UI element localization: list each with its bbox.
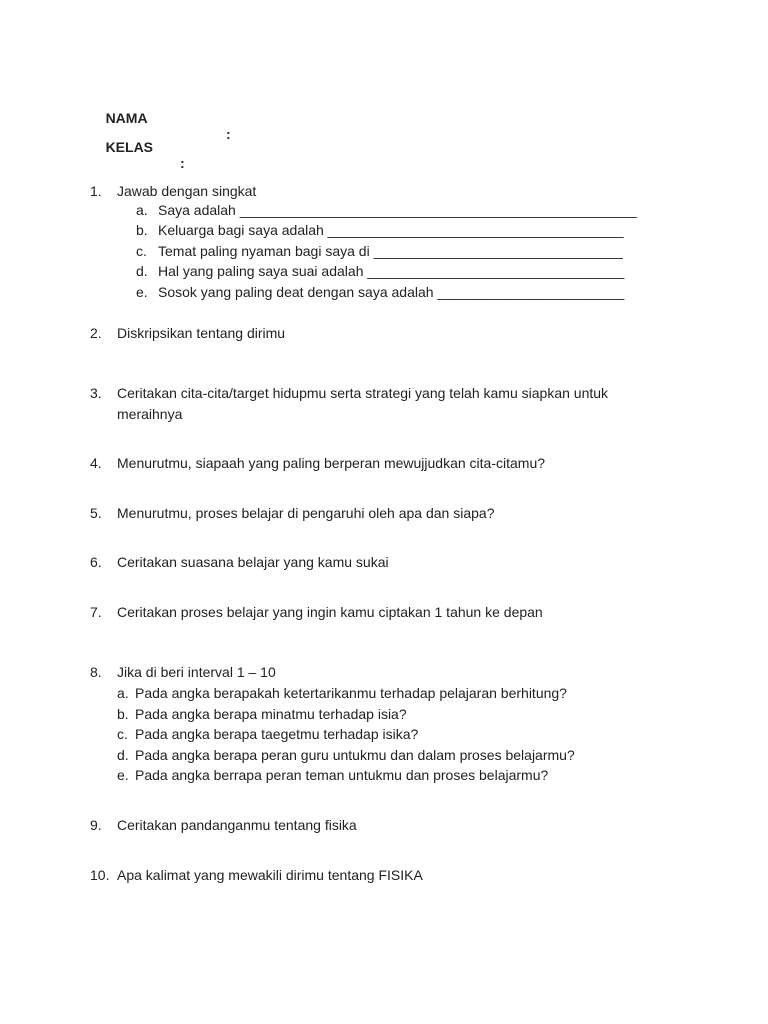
item-text: Saya adalah ___________________________________________________ <box>158 202 637 218</box>
nama-colon: : <box>226 126 231 142</box>
item-text: Sosok yang paling deat dengan saya adalah ________________________ <box>158 284 625 300</box>
question-number: 2. <box>90 325 102 341</box>
item-text: Pada angka berrapa peran teman untukmu dan proses belajarmu? <box>135 767 549 783</box>
item-letter: e. <box>117 767 129 783</box>
question-number: 8. <box>90 664 102 680</box>
item-letter: a. <box>136 202 148 218</box>
question-text-line-2: meraihnya <box>117 406 183 422</box>
item-text: Hal yang paling saya suai adalah _________________________________ <box>158 263 625 279</box>
question-text: Jika di beri interval 1 – 10 <box>117 664 276 680</box>
item-text: Temat paling nyaman bagi saya di ________________________________ <box>158 243 623 259</box>
question-text: Menurutmu, proses belajar di pengaruhi oleh apa dan siapa? <box>117 505 495 521</box>
question-text: Menurutmu, siapaah yang paling berperan mewujjudkan cita-citamu? <box>117 455 546 471</box>
question-number: 9. <box>90 817 102 833</box>
nama-label: NAMA <box>105 110 148 126</box>
question-number: 5. <box>90 505 102 521</box>
item-text: Keluarga bagi saya adalah ______________________________________ <box>158 222 624 238</box>
question-text: Apa kalimat yang mewakili dirimu tentang FISIKA <box>117 867 423 883</box>
kelas-row <box>90 123 185 187</box>
kelas-label: KELAS <box>105 139 154 155</box>
item-letter: b. <box>136 222 148 238</box>
question-text: Ceritakan cita-cita/target hidupmu serta strategi yang telah kamu siapkan untuk <box>117 385 609 401</box>
item-text: Pada angka berapa taegetmu terhadap isika? <box>135 726 419 742</box>
item-text: Pada angka berapa minatmu terhadap isia? <box>135 706 407 722</box>
item-text: Pada angka berapa peran guru untukmu dan dalam proses belajarmu? <box>135 747 575 763</box>
question-text: Ceritakan suasana belajar yang kamu sukai <box>117 554 389 570</box>
item-letter: c. <box>136 243 147 259</box>
item-letter: c. <box>117 726 128 742</box>
question-number: 7. <box>90 604 102 620</box>
question-text: Diskripsikan tentang dirimu <box>117 325 286 341</box>
question-number: 4. <box>90 455 102 471</box>
question-number: 3. <box>90 385 102 401</box>
kelas-colon: : <box>180 155 185 171</box>
item-letter: d. <box>117 747 129 763</box>
item-letter: d. <box>136 263 148 279</box>
question-number: 1. <box>90 183 102 199</box>
question-number: 6. <box>90 554 102 570</box>
question-number: 10. <box>90 867 110 883</box>
item-text: Pada angka berapakah ketertarikanmu terhadap pelajaran berhitung? <box>135 685 567 701</box>
question-text: Ceritakan proses belajar yang ingin kamu ciptakan 1 tahun ke depan <box>117 604 543 620</box>
item-letter: b. <box>117 706 129 722</box>
item-letter: e. <box>136 284 148 300</box>
question-text: Ceritakan pandanganmu tentang fisika <box>117 817 357 833</box>
item-letter: a. <box>117 685 129 701</box>
question-text: Jawab dengan singkat <box>117 183 257 199</box>
